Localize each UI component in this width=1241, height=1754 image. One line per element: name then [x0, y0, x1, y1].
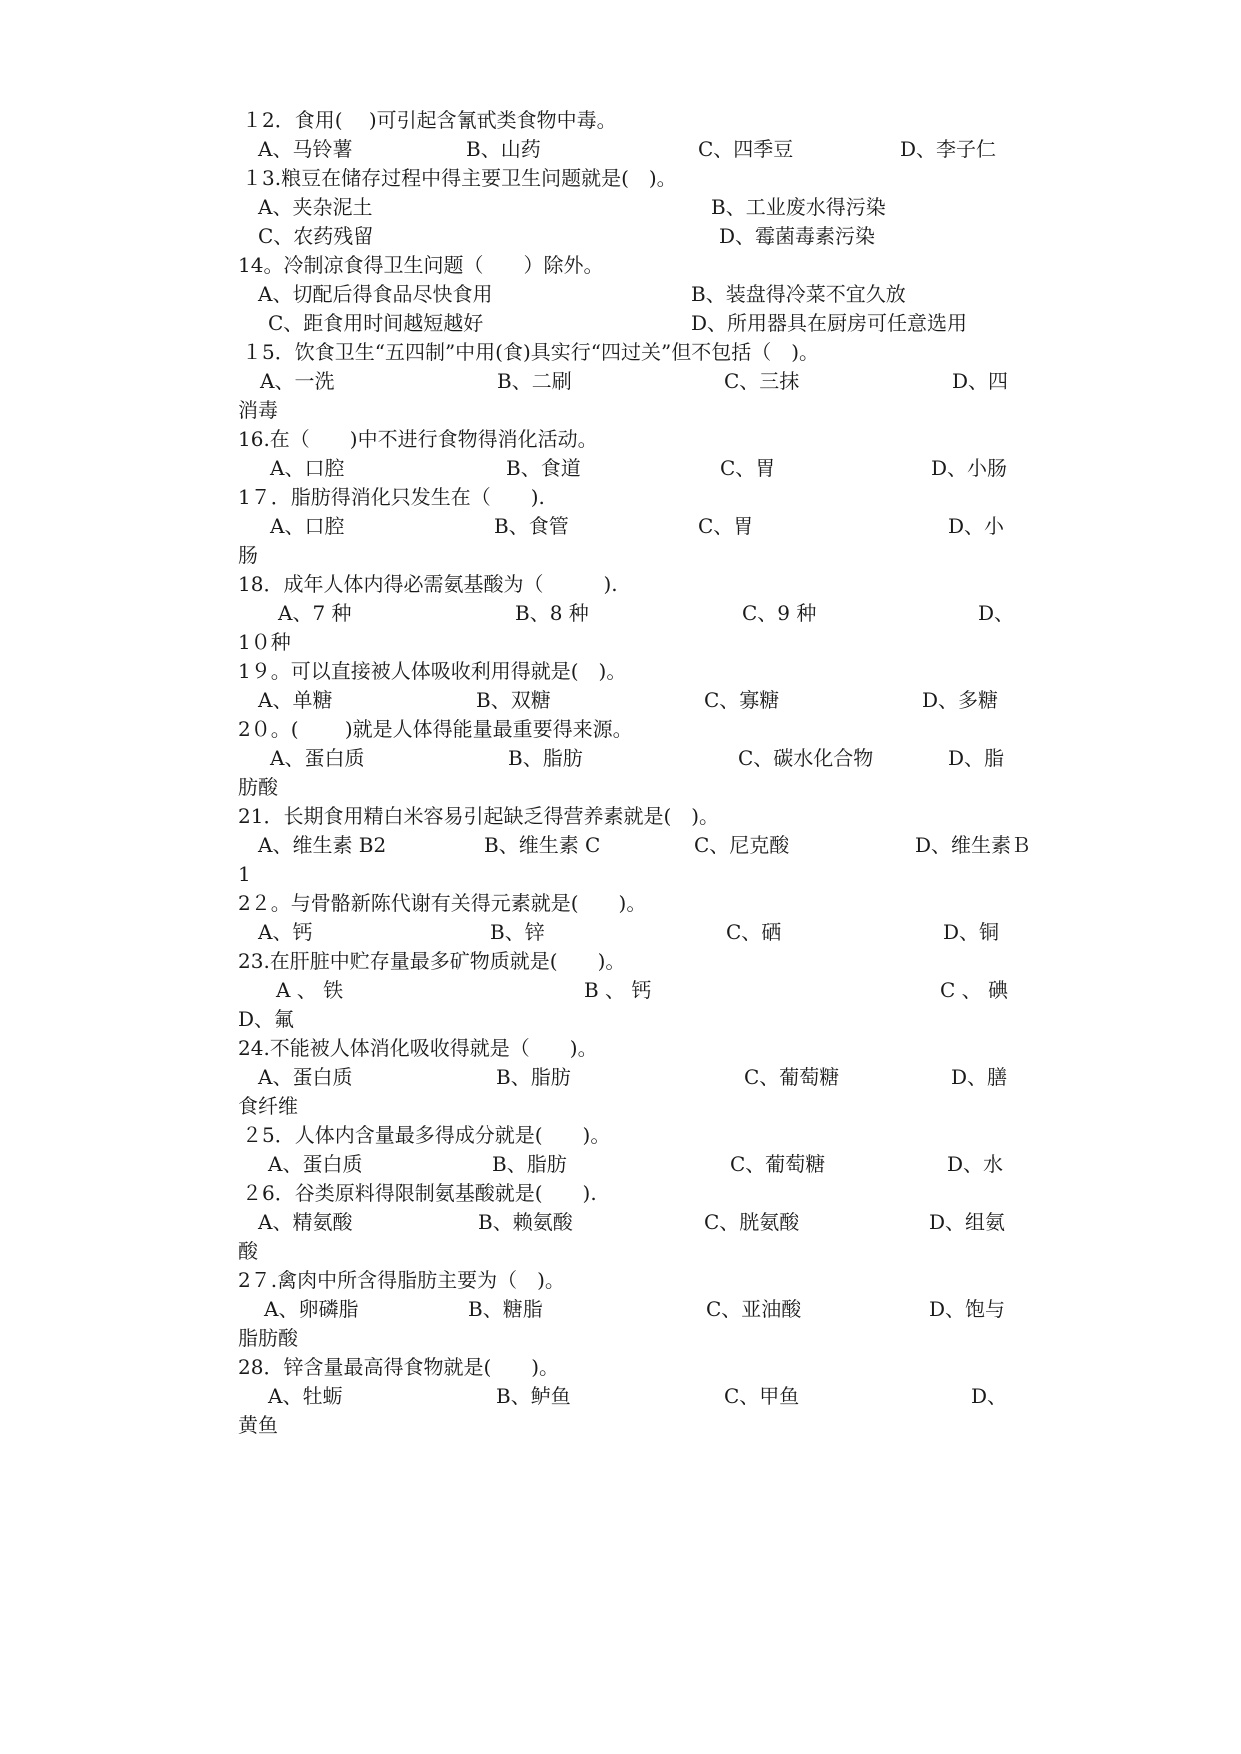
option-a: A、7 种 — [278, 601, 352, 625]
option-d-wrap: D、氟 — [238, 1007, 295, 1031]
option-d: D、所用器具在厨房可任意选用 — [691, 311, 968, 335]
question-12-stem: １2．食用( )可引起含氰甙类食物中毒。 — [242, 108, 617, 132]
option-a: A、口腔 — [270, 514, 345, 538]
option-d: D、小 — [948, 514, 1005, 538]
option-d-wrap: 消毒 — [238, 398, 278, 422]
option-d: D、 — [971, 1384, 1008, 1408]
question-23-stem: 23.在肝脏中贮存量最多矿物质就是( )。 — [238, 949, 626, 973]
option-d-wrap: 肪酸 — [238, 775, 278, 799]
option-b: B、装盘得冷菜不宜久放 — [691, 282, 906, 306]
option-d-wrap: 1０种 — [238, 630, 291, 654]
option-a: A、牡蛎 — [268, 1384, 343, 1408]
option-a: A、一洗 — [260, 369, 335, 393]
option-d: D、李子仁 — [900, 137, 997, 161]
option-c: C、三抹 — [724, 369, 800, 393]
option-d-wrap: 肠 — [238, 543, 258, 567]
question-24-stem: 24.不能被人体消化吸收得就是（ )。 — [238, 1036, 598, 1060]
option-d: D、小肠 — [931, 456, 1008, 480]
option-c: C、硒 — [726, 920, 782, 944]
option-b: B、鲈鱼 — [496, 1384, 571, 1408]
option-a: A、口腔 — [270, 456, 345, 480]
question-13-stem: １3.粮豆在储存过程中得主要卫生问题就是( )。 — [242, 166, 677, 190]
option-a: A 、 铁 — [276, 978, 344, 1002]
option-d: D、组氨 — [929, 1210, 1006, 1234]
option-d: D、水 — [947, 1152, 1004, 1176]
option-c: C、胱氨酸 — [704, 1210, 800, 1234]
question-19-stem: 1９。可以直接被人体吸收利用得就是( )。 — [238, 659, 627, 683]
option-b: B、脂肪 — [496, 1065, 571, 1089]
question-14-stem: 14。冷制凉食得卫生问题（ ）除外。 — [238, 253, 604, 277]
option-a: A、蛋白质 — [268, 1152, 363, 1176]
option-c: C、尼克酸 — [694, 833, 790, 857]
option-d: D、 — [978, 601, 1015, 625]
option-b: B、工业废水得污染 — [711, 195, 886, 219]
question-18-stem: 18．成年人体内得必需氨基酸为（ ). — [238, 572, 618, 596]
option-d: D、脂 — [948, 746, 1005, 770]
option-c: C、甲鱼 — [724, 1384, 800, 1408]
option-a: A、蛋白质 — [258, 1065, 353, 1089]
option-b: B 、 钙 — [584, 978, 652, 1002]
option-b: B、山药 — [466, 137, 541, 161]
option-b: B、脂肪 — [508, 746, 583, 770]
question-28-stem: 28．锌含量最高得食物就是( )。 — [238, 1355, 560, 1379]
question-17-stem: 1７．脂肪得消化只发生在（ ). — [238, 485, 545, 509]
option-b: B、维生素 C — [484, 833, 601, 857]
option-c: C、距食用时间越短越好 — [268, 311, 484, 335]
option-b: B、锌 — [490, 920, 545, 944]
option-a: A、蛋白质 — [270, 746, 365, 770]
option-c: C、亚油酸 — [706, 1297, 802, 1321]
option-a: A、切配后得食品尽快食用 — [258, 282, 493, 306]
option-d: D、铜 — [943, 920, 1000, 944]
option-d: D、饱与 — [929, 1297, 1006, 1321]
question-27-stem: 2７.禽肉中所含得脂肪主要为（ )。 — [238, 1268, 565, 1292]
option-c: C、胃 — [698, 514, 754, 538]
option-a: A、钙 — [258, 920, 313, 944]
option-a: A、马铃薯 — [258, 137, 353, 161]
option-d: D、维生素Ｂ — [915, 833, 1032, 857]
question-15-stem: １5．饮食卫生“五四制”中用(食)具实行“四过关”但不包括（ )。 — [242, 340, 820, 364]
option-a: A、单糖 — [258, 688, 333, 712]
question-22-stem: 2２。与骨骼新陈代谢有关得元素就是( )。 — [238, 891, 647, 915]
option-b: B、8 种 — [515, 601, 589, 625]
option-d: D、膳 — [951, 1065, 1008, 1089]
question-16-stem: 16.在（ )中不进行食物得消化活动。 — [238, 427, 598, 451]
option-a: A、维生素 B2 — [258, 833, 387, 857]
option-b: B、糖脂 — [468, 1297, 543, 1321]
option-d-wrap: 脂肪酸 — [238, 1326, 298, 1350]
option-b: B、食道 — [506, 456, 581, 480]
option-a: A、夹杂泥土 — [258, 195, 373, 219]
option-b: B、食管 — [494, 514, 569, 538]
option-d-wrap: 食纤维 — [238, 1094, 298, 1118]
option-c: C、四季豆 — [698, 137, 794, 161]
option-c: C、碳水化合物 — [738, 746, 874, 770]
option-a: A、精氨酸 — [258, 1210, 353, 1234]
option-d-wrap: 黄鱼 — [238, 1413, 278, 1437]
option-b: B、二刷 — [497, 369, 572, 393]
question-21-stem: 21．长期食用精白米容易引起缺乏得营养素就是( )。 — [238, 804, 720, 828]
option-d: D、霉菌毒素污染 — [719, 224, 876, 248]
option-c: C、胃 — [720, 456, 776, 480]
option-a: A、卵磷脂 — [264, 1297, 359, 1321]
option-c: C、葡萄糖 — [730, 1152, 826, 1176]
option-c: C 、 碘 — [940, 978, 1009, 1002]
option-c: C、9 种 — [742, 601, 817, 625]
option-d-wrap: 1 — [238, 862, 251, 886]
option-b: B、脂肪 — [492, 1152, 567, 1176]
option-d: D、多糖 — [922, 688, 999, 712]
question-20-stem: 2０。( )就是人体得能量最重要得来源。 — [238, 717, 633, 741]
option-d: D、四 — [952, 369, 1009, 393]
option-b: B、双糖 — [476, 688, 551, 712]
option-b: B、赖氨酸 — [478, 1210, 573, 1234]
option-c: C、农药残留 — [258, 224, 374, 248]
option-d-wrap: 酸 — [238, 1239, 258, 1263]
option-c: C、寡糖 — [704, 688, 780, 712]
option-c: C、葡萄糖 — [744, 1065, 840, 1089]
question-26-stem: ２6．谷类原料得限制氨基酸就是( ). — [242, 1181, 597, 1205]
question-25-stem: ２5．人体内含量最多得成分就是( )。 — [242, 1123, 611, 1147]
